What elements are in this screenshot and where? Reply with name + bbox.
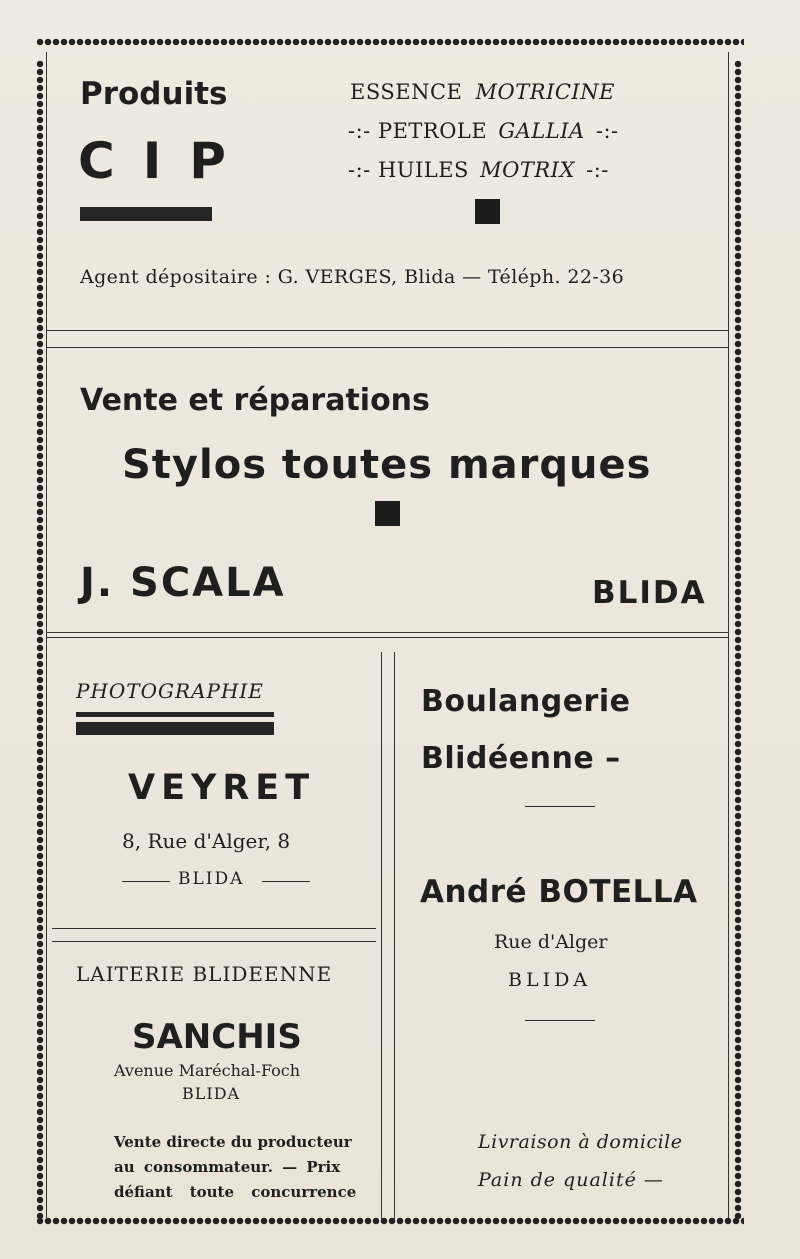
botella-line-1: Boulangerie bbox=[421, 684, 631, 719]
veyret-bar-bottom bbox=[76, 722, 274, 735]
veyret-name: VEYRET bbox=[128, 768, 316, 808]
column-rule-a bbox=[381, 652, 382, 1220]
botella-tag-1: Livraison à domicile bbox=[478, 1131, 683, 1153]
botella-name: André BOTELLA bbox=[420, 874, 698, 910]
divider-1b bbox=[46, 347, 728, 348]
sanchis-text-2: au consommateur. — Prix bbox=[114, 1158, 341, 1176]
column-rule-b bbox=[394, 652, 395, 1220]
botella-dash-2 bbox=[525, 1020, 595, 1021]
sanchis-city: BLIDA bbox=[182, 1084, 241, 1103]
botella-dash-1 bbox=[525, 806, 595, 807]
scalloped-border-bottom bbox=[36, 1217, 744, 1225]
sanchis-category: LAITERIE BLIDEENNE bbox=[76, 962, 333, 986]
botella-line-2: Blidéenne – bbox=[421, 741, 621, 776]
veyret-dash-right bbox=[262, 881, 310, 882]
veyret-category: PHOTOGRAPHIE bbox=[76, 679, 264, 703]
veyret-address: 8, Rue d'Alger, 8 bbox=[122, 829, 291, 853]
scala-name: J. SCALA bbox=[80, 560, 286, 606]
cip-line-essence bbox=[350, 80, 615, 104]
divider-1a bbox=[46, 330, 728, 331]
botella-city: BLIDA bbox=[508, 969, 592, 991]
cip-agent-line: Agent dépositaire : G. VERGES, Blida — Téléph. 22-36 bbox=[80, 266, 625, 288]
petrole-label: -:- PETROLE bbox=[348, 119, 488, 143]
huiles-label: -:- HUILES bbox=[348, 158, 469, 182]
divider-2a bbox=[46, 632, 728, 633]
motrix-label: MOTRIX bbox=[480, 158, 575, 182]
sanchis-text-3: défiant toute concurrence bbox=[114, 1183, 357, 1201]
inner-rule-left bbox=[46, 52, 47, 1218]
veyret-city: BLIDA bbox=[178, 869, 245, 889]
divider-3b bbox=[52, 941, 376, 942]
inner-rule-right bbox=[728, 52, 729, 1218]
sanchis-name: SANCHIS bbox=[132, 1017, 302, 1057]
veyret-bar-top bbox=[76, 712, 274, 717]
scala-stylos-line: Stylos toutes marques bbox=[122, 442, 652, 488]
motricine-label: MOTRICINE bbox=[475, 80, 615, 104]
cip-brand: CIP bbox=[78, 132, 254, 190]
essence-label: ESSENCE bbox=[350, 80, 463, 104]
scala-city: BLIDA bbox=[592, 575, 707, 611]
sanchis-text-1: Vente directe du producteur bbox=[114, 1133, 352, 1151]
petrole-ornament: -:- bbox=[595, 119, 619, 143]
cip-black-bar bbox=[80, 207, 212, 221]
sanchis-address: Avenue Maréchal-Foch bbox=[114, 1061, 301, 1080]
cip-produits-label: Produits bbox=[80, 76, 228, 112]
divider-3a bbox=[52, 928, 376, 929]
botella-tag-2: Pain de qualité — bbox=[478, 1169, 664, 1191]
scalloped-border-left bbox=[36, 60, 44, 1220]
cip-line-huiles bbox=[348, 158, 609, 182]
huiles-ornament: -:- bbox=[586, 158, 609, 182]
scala-vente-line: Vente et réparations bbox=[80, 383, 430, 418]
veyret-dash-left bbox=[122, 881, 170, 882]
scalloped-border-top bbox=[36, 38, 744, 46]
botella-address: Rue d'Alger bbox=[494, 931, 608, 953]
scala-square-ornament bbox=[375, 501, 400, 526]
scalloped-border-right bbox=[734, 60, 742, 1220]
gallia-label: GALLIA bbox=[498, 119, 585, 143]
cip-square-ornament bbox=[475, 199, 500, 224]
cip-line-petrole bbox=[348, 119, 619, 143]
divider-2b bbox=[46, 637, 728, 638]
